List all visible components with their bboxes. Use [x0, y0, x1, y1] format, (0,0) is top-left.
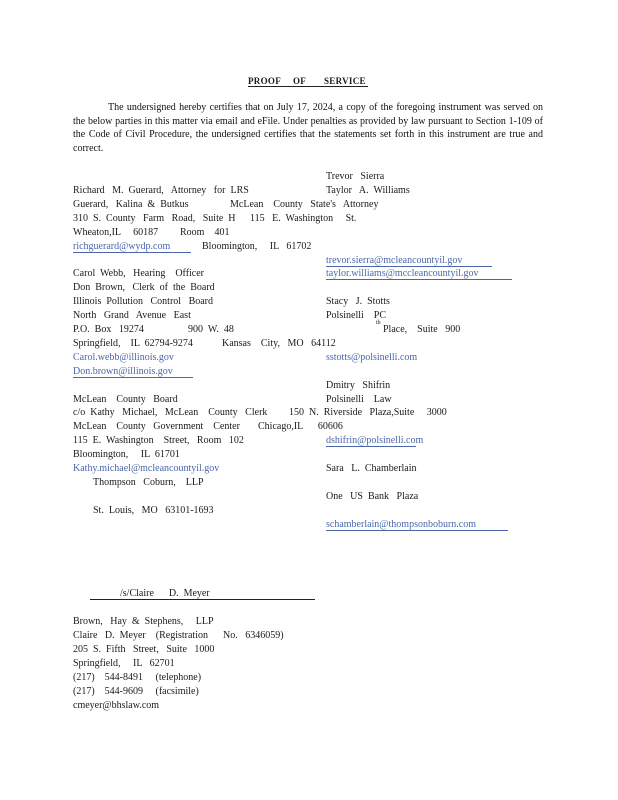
guerard-email-underline [73, 252, 191, 253]
stotts-firm: Polsinelli PC [326, 310, 387, 321]
board-po-box: P.O. Box 19274 [73, 324, 144, 335]
states-attorney-address: 115 E. Washington St. [250, 213, 357, 224]
sierra-name: Trevor Sierra [326, 171, 385, 182]
states-attorney-city: Bloomington, IL 61702 [202, 241, 312, 252]
williams-name: Taylor A. Williams [326, 185, 410, 196]
mclean-building: McLean County Government Center [73, 421, 240, 432]
stotts-address-street: 900 W. 48 [188, 324, 234, 335]
brown-email-underline [73, 377, 193, 378]
mclean-care-of: c/o Kathy Michael, McLean County Clerk [73, 407, 268, 418]
shifrin-email-link[interactable]: dshifrin@polsinelli.com [326, 435, 424, 446]
states-attorney: McLean County State's Attorney [230, 199, 379, 210]
shifrin-city: Chicago,IL 60606 [258, 421, 343, 432]
michael-email-link[interactable]: Kathy.michael@mcleancountyil.gov [73, 463, 220, 474]
brown-name: Don Brown, Clerk of the Board [73, 282, 215, 293]
stotts-address-suffix: th [376, 320, 381, 326]
mclean-city: Bloomington, IL 61701 [73, 449, 180, 460]
webb-email-link[interactable]: Carol.webb@illinois.gov [73, 352, 174, 363]
mclean-address: 115 E. Washington Street, Room 102 [73, 435, 244, 446]
stotts-address-suite: Place, Suite 900 [383, 324, 461, 335]
sig-fax: (217) 544-9609 (facsimile) [73, 686, 199, 697]
board-city: Springfield, IL 62794-9274 [73, 338, 193, 349]
title-of: OF [293, 76, 307, 86]
sierra-email-link[interactable]: trevor.sierra@mcleancountyil.gov [326, 255, 463, 266]
guerard-firm: Guerard, Kalina & Butkus [73, 199, 189, 210]
guerard-name: Richard M. Guerard, Attorney for LRS [73, 185, 249, 196]
title-proof: PROOF [248, 76, 281, 86]
williams-email-link[interactable]: taylor.williams@mccleancountyil.gov [326, 268, 479, 279]
title-service: SERVICE [324, 76, 366, 86]
sig-city: Springfield, IL 62701 [73, 658, 175, 669]
williams-email-underline [326, 279, 512, 280]
stotts-city: Kansas City, MO 64112 [222, 338, 336, 349]
thompson-firm: Thompson Coburn, LLP [93, 477, 204, 488]
guerard-address: 310 S. County Farm Road, Suite H [73, 213, 236, 224]
brown-email-link[interactable]: Don.brown@illinois.gov [73, 366, 173, 377]
webb-name: Carol Webb, Hearing Officer [73, 268, 205, 279]
chamberlain-address: One US Bank Plaza [326, 491, 419, 502]
sig-email: cmeyer@bhslaw.com [73, 700, 160, 711]
guerard-city: Wheaton,IL 60187 [73, 227, 159, 238]
intro-paragraph: The undersigned hereby certifies that on July 17, 2024, a copy of the foregoing instrument was served on the below parties in this matter via email and eFile. Under penalties as provided by law pursuant to Section 1-109 of the Code of Civil Procedure, the undersigned certifies that the statements set forth in this instrument are true and correct. [73, 102, 543, 154]
sierra-email-underline [326, 266, 492, 267]
stotts-email-link[interactable]: sstotts@polsinelli.com [326, 352, 418, 363]
board-name: Illinois Pollution Control Board [73, 296, 214, 307]
states-attorney-room: Room 401 [180, 227, 230, 238]
sig-firm: Brown, Hay & Stephens, LLP [73, 616, 214, 627]
stotts-name: Stacy J. Stotts [326, 296, 390, 307]
chamberlain-email-underline [326, 530, 508, 531]
mclean-board: McLean County Board [73, 394, 178, 405]
thompson-city: St. Louis, MO 63101-1693 [93, 505, 214, 516]
shifrin-address: 150 N. Riverside Plaza,Suite 3000 [289, 407, 447, 418]
sig-phone: (217) 544-8491 (telephone) [73, 672, 202, 683]
chamberlain-email-link[interactable]: schamberlain@thompsonboburn.com [326, 519, 477, 530]
chamberlain-name: Sara L. Chamberlain [326, 463, 417, 474]
shifrin-email-underline [326, 446, 416, 447]
shifrin-name: Dmitry Shifrin [326, 380, 391, 391]
sig-name: Claire D. Meyer (Registration No. 6346059) [73, 630, 284, 641]
board-address: North Grand Avenue East [73, 310, 191, 321]
title-underline [248, 86, 368, 87]
signature: /s/Claire D. Meyer [120, 588, 210, 599]
shifrin-firm: Polsinelli Law [326, 394, 392, 405]
sig-address: 205 S. Fifth Street, Suite 1000 [73, 644, 215, 655]
guerard-email-link[interactable]: richguerard@wydp.com [73, 241, 171, 252]
